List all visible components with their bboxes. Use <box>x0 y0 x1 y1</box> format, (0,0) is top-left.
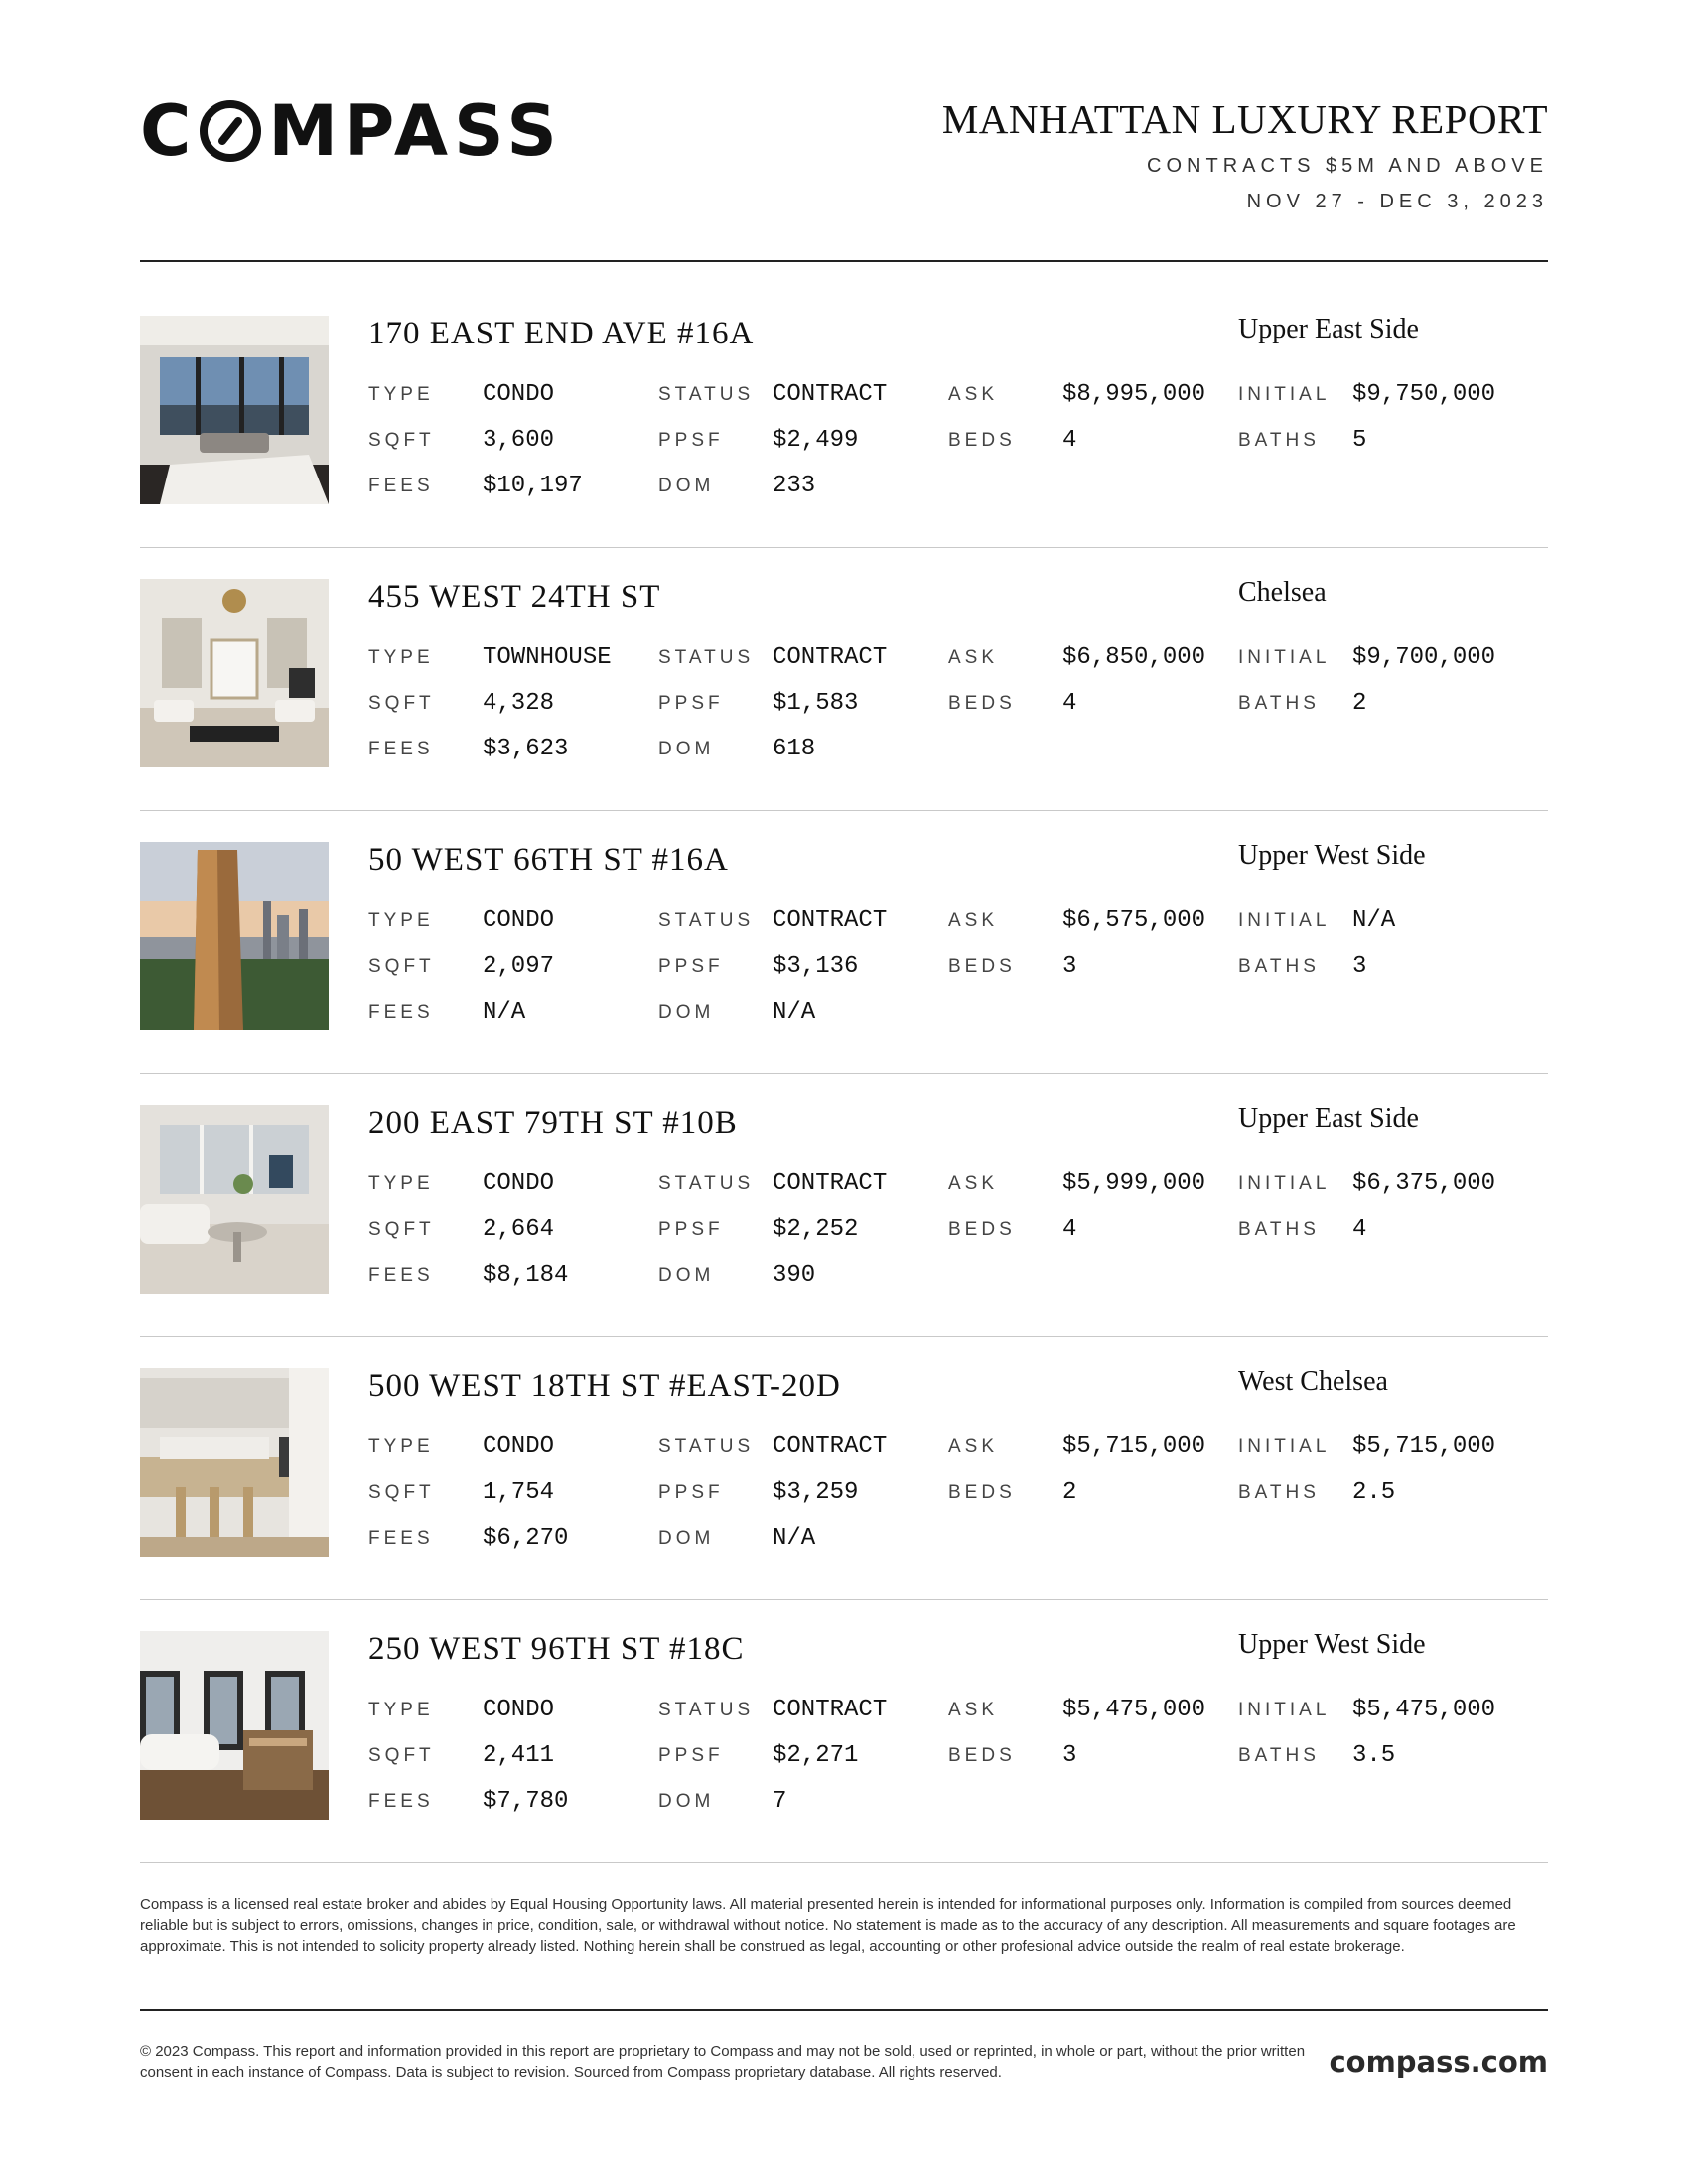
listing-neighborhood: Upper West Side <box>1238 1629 1426 1660</box>
ppsf-value: $2,252 <box>773 1216 859 1243</box>
baths-label: BATHS <box>1238 1482 1320 1503</box>
ppsf-label: PPSF <box>658 956 724 977</box>
listing-photo <box>140 1631 329 1820</box>
copyright-notice: © 2023 Compass. This report and information provided in this report are proprietary to Compass and may not be sold, used or reprinted, in whole or part, without the prior written consent in each instance of Compass. Data is subject to revision. Sourced from Compass proprietary database. All rights reserved. <box>140 2043 1306 2081</box>
listing-address: 250 WEST 96TH ST #18C <box>368 1631 745 1667</box>
listing-neighborhood: Chelsea <box>1238 577 1327 608</box>
type-label: TYPE <box>368 1436 434 1457</box>
listing-photo <box>140 579 329 767</box>
status-value: CONTRACT <box>773 644 888 671</box>
ask-value: $5,715,000 <box>1062 1433 1206 1460</box>
baths-value: 3.5 <box>1352 1742 1396 1769</box>
dom-label: DOM <box>658 1265 715 1286</box>
type-label: TYPE <box>368 647 434 668</box>
listing-divider <box>140 1073 1548 1074</box>
fees-label: FEES <box>368 1265 434 1286</box>
initial-label: INITIAL <box>1238 1173 1331 1194</box>
sqft-value: 2,411 <box>483 1742 555 1769</box>
ppsf-value: $2,499 <box>773 427 859 454</box>
fees-value: $3,623 <box>483 736 569 762</box>
status-value: CONTRACT <box>773 1697 888 1723</box>
dom-value: N/A <box>773 1525 816 1552</box>
initial-label: INITIAL <box>1238 647 1331 668</box>
compass-o-icon <box>199 99 262 163</box>
listing-row <box>140 1105 1548 1294</box>
report-page <box>140 0 1548 2184</box>
listing-address: 170 EAST END AVE #16A <box>368 316 755 351</box>
ask-label: ASK <box>948 384 999 405</box>
listing-neighborhood: Upper East Side <box>1238 314 1419 344</box>
baths-label: BATHS <box>1238 1219 1320 1240</box>
sqft-label: SQFT <box>368 1219 435 1240</box>
fees-label: FEES <box>368 476 434 496</box>
beds-value: 3 <box>1062 953 1077 980</box>
sqft-label: SQFT <box>368 693 435 714</box>
baths-label: BATHS <box>1238 956 1320 977</box>
listing-neighborhood: West Chelsea <box>1238 1366 1388 1397</box>
baths-value: 2.5 <box>1352 1479 1396 1506</box>
baths-value: 4 <box>1352 1216 1367 1243</box>
status-label: STATUS <box>658 910 755 931</box>
beds-value: 4 <box>1062 427 1077 454</box>
type-value: TOWNHOUSE <box>483 644 612 671</box>
dom-label: DOM <box>658 1002 715 1023</box>
listing-address: 200 EAST 79TH ST #10B <box>368 1105 738 1141</box>
listing-photo <box>140 1368 329 1557</box>
fees-label: FEES <box>368 1002 434 1023</box>
sqft-value: 4,328 <box>483 690 555 717</box>
dom-value: 7 <box>773 1788 787 1815</box>
report-date-range: NOV 27 - DEC 3, 2023 <box>1246 191 1548 212</box>
legal-disclaimer: Compass is a licensed real estate broker and abides by Equal Housing Opportunity laws. All material presented herein is intended for informational purposes only. Information is compiled from sources deemed reliable but is subject to errors, omissions, changes in price, condition, sale, or withdrawal without notice. No statement is made as to the accuracy of any description. All measurements and square footages are approximate. This is not intended to solicity property already listed. Nothing herein shall be construed as legal, accounting or other profesional advice outside the realm of real estate brokerage. <box>140 1896 1516 1955</box>
fees-value: N/A <box>483 999 526 1025</box>
listing-row <box>140 1631 1548 1820</box>
initial-value: $6,375,000 <box>1352 1170 1496 1197</box>
listing-photo <box>140 842 329 1030</box>
listing-address: 500 WEST 18TH ST #EAST-20D <box>368 1368 841 1404</box>
compass-logo: C MPASS <box>140 90 563 172</box>
listing-divider <box>140 810 1548 811</box>
sqft-label: SQFT <box>368 956 435 977</box>
fees-label: FEES <box>368 1528 434 1549</box>
dom-label: DOM <box>658 476 715 496</box>
sqft-value: 2,664 <box>483 1216 555 1243</box>
listing-neighborhood: Upper West Side <box>1238 840 1426 871</box>
beds-label: BEDS <box>948 956 1016 977</box>
type-value: CONDO <box>483 907 555 934</box>
ppsf-label: PPSF <box>658 693 724 714</box>
dom-label: DOM <box>658 1528 715 1549</box>
beds-label: BEDS <box>948 1219 1016 1240</box>
type-label: TYPE <box>368 1700 434 1720</box>
baths-value: 3 <box>1352 953 1367 980</box>
initial-value: N/A <box>1352 907 1396 934</box>
initial-label: INITIAL <box>1238 384 1331 405</box>
ask-label: ASK <box>948 910 999 931</box>
ppsf-value: $3,259 <box>773 1479 859 1506</box>
baths-label: BATHS <box>1238 430 1320 451</box>
listing-divider <box>140 1599 1548 1600</box>
listing-photo <box>140 1105 329 1294</box>
fees-value: $8,184 <box>483 1262 569 1289</box>
type-label: TYPE <box>368 1173 434 1194</box>
beds-value: 2 <box>1062 1479 1077 1506</box>
ask-value: $5,999,000 <box>1062 1170 1206 1197</box>
beds-label: BEDS <box>948 1745 1016 1766</box>
footer-divider <box>140 2009 1548 2011</box>
fees-value: $7,780 <box>483 1788 569 1815</box>
listing-row <box>140 1368 1548 1557</box>
ask-value: $6,575,000 <box>1062 907 1206 934</box>
website-link[interactable]: compass.com <box>1329 2045 1548 2079</box>
type-value: CONDO <box>483 1697 555 1723</box>
ask-value: $6,850,000 <box>1062 644 1206 671</box>
baths-value: 5 <box>1352 427 1367 454</box>
status-value: CONTRACT <box>773 1433 888 1460</box>
dom-value: 390 <box>773 1262 816 1289</box>
sqft-value: 1,754 <box>483 1479 555 1506</box>
sqft-label: SQFT <box>368 1482 435 1503</box>
listing-row <box>140 842 1548 1030</box>
dom-value: 618 <box>773 736 816 762</box>
status-label: STATUS <box>658 1700 755 1720</box>
listing-row <box>140 316 1548 504</box>
status-label: STATUS <box>658 1173 755 1194</box>
dom-label: DOM <box>658 739 715 759</box>
ppsf-value: $2,271 <box>773 1742 859 1769</box>
listing-photo <box>140 316 329 504</box>
status-label: STATUS <box>658 647 755 668</box>
initial-value: $9,750,000 <box>1352 381 1496 408</box>
type-value: CONDO <box>483 1170 555 1197</box>
beds-value: 4 <box>1062 1216 1077 1243</box>
dom-label: DOM <box>658 1791 715 1812</box>
listing-divider <box>140 1336 1548 1337</box>
ppsf-value: $3,136 <box>773 953 859 980</box>
initial-label: INITIAL <box>1238 1436 1331 1457</box>
initial-label: INITIAL <box>1238 1700 1331 1720</box>
listing-address: 50 WEST 66TH ST #16A <box>368 842 729 878</box>
type-value: CONDO <box>483 381 555 408</box>
beds-value: 4 <box>1062 690 1077 717</box>
ppsf-label: PPSF <box>658 1482 724 1503</box>
ask-value: $5,475,000 <box>1062 1697 1206 1723</box>
sqft-label: SQFT <box>368 1745 435 1766</box>
ppsf-label: PPSF <box>658 1219 724 1240</box>
status-value: CONTRACT <box>773 1170 888 1197</box>
baths-label: BATHS <box>1238 693 1320 714</box>
initial-label: INITIAL <box>1238 910 1331 931</box>
status-value: CONTRACT <box>773 907 888 934</box>
status-value: CONTRACT <box>773 381 888 408</box>
ask-value: $8,995,000 <box>1062 381 1206 408</box>
listing-neighborhood: Upper East Side <box>1238 1103 1419 1134</box>
listing-row <box>140 579 1548 767</box>
fees-label: FEES <box>368 739 434 759</box>
baths-label: BATHS <box>1238 1745 1320 1766</box>
ask-label: ASK <box>948 1436 999 1457</box>
header-divider <box>140 260 1548 262</box>
type-label: TYPE <box>368 384 434 405</box>
beds-value: 3 <box>1062 1742 1077 1769</box>
report-subtitle: CONTRACTS $5M AND ABOVE <box>1147 155 1548 177</box>
status-label: STATUS <box>658 1436 755 1457</box>
dom-value: N/A <box>773 999 816 1025</box>
baths-value: 2 <box>1352 690 1367 717</box>
ask-label: ASK <box>948 647 999 668</box>
initial-value: $9,700,000 <box>1352 644 1496 671</box>
fees-value: $6,270 <box>483 1525 569 1552</box>
beds-label: BEDS <box>948 693 1016 714</box>
sqft-label: SQFT <box>368 430 435 451</box>
ppsf-label: PPSF <box>658 1745 724 1766</box>
ppsf-value: $1,583 <box>773 690 859 717</box>
beds-label: BEDS <box>948 1482 1016 1503</box>
initial-value: $5,715,000 <box>1352 1433 1496 1460</box>
listing-divider <box>140 1862 1548 1863</box>
initial-value: $5,475,000 <box>1352 1697 1496 1723</box>
sqft-value: 3,600 <box>483 427 555 454</box>
listing-divider <box>140 547 1548 548</box>
fees-value: $10,197 <box>483 473 583 499</box>
listing-address: 455 WEST 24TH ST <box>368 579 661 614</box>
sqft-value: 2,097 <box>483 953 555 980</box>
ask-label: ASK <box>948 1700 999 1720</box>
type-label: TYPE <box>368 910 434 931</box>
beds-label: BEDS <box>948 430 1016 451</box>
dom-value: 233 <box>773 473 816 499</box>
status-label: STATUS <box>658 384 755 405</box>
report-title: MANHATTAN LUXURY REPORT <box>941 96 1548 142</box>
ask-label: ASK <box>948 1173 999 1194</box>
ppsf-label: PPSF <box>658 430 724 451</box>
fees-label: FEES <box>368 1791 434 1812</box>
type-value: CONDO <box>483 1433 555 1460</box>
